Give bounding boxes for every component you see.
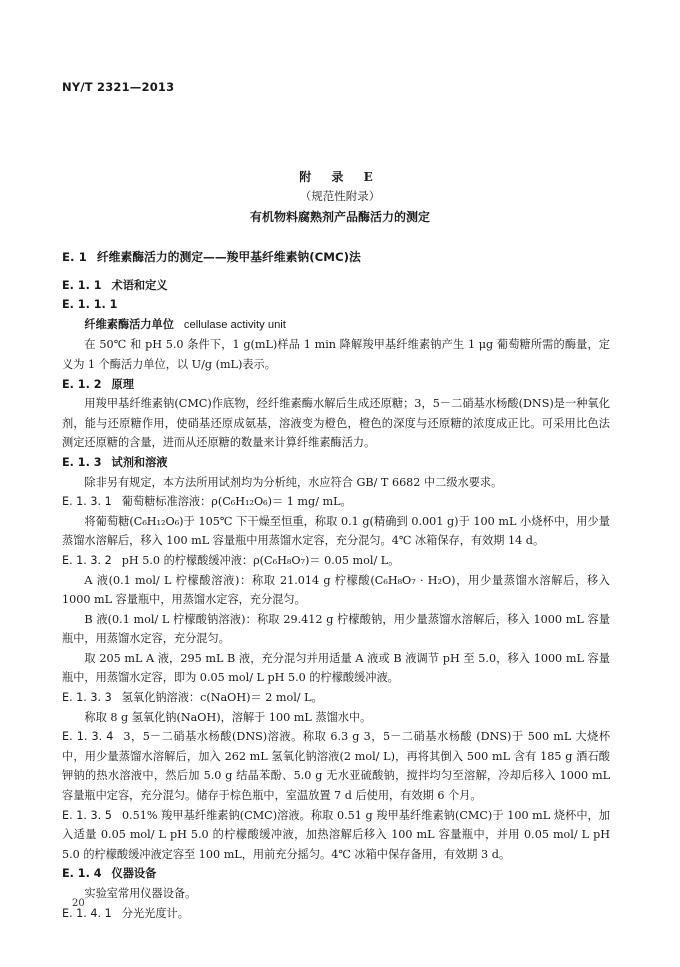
term-definition: 在 50℃ 和 pH 5.0 条件下，1 g(mL)样品 1 min 降解羧甲基纤维素钠产生 1 μg 葡萄糖所需的酶量，定义为 1 个酶活力单位，以 U/g (mL)表示。 xyxy=(62,338,610,371)
item-number: E. 1. 3. 2 xyxy=(62,553,112,567)
equipment-paragraph: 实验室常用仪器设备。 xyxy=(84,887,197,900)
item-number: E. 1. 3. 5 xyxy=(62,808,112,822)
buffer-mix-paragraph: 取 205 mL A 液，295 mL B 液，充分混匀并用适量 A 液或 B 液调节 pH 至 5.0，移入 1000 mL 容量瓶中，用蒸馏水定容，即为 0.05 mol/ L pH 5.0 的柠檬酸缓冲液。 xyxy=(62,651,610,685)
section-e11-heading xyxy=(62,276,610,296)
section-number: E. 1. 2 xyxy=(62,377,102,391)
item-paragraph: 将葡萄糖(C₆H₁₂O₆)于 105℃ 下干燥至恒重，称取 0.1 g(精确到 0.001 g)于 100 mL 小烧杯中，用少量蒸馏水溶解后，移入 100 mL 容量瓶中用蒸馏水定容，充分混匀。4℃ 冰箱保存，有效期 14 d。 xyxy=(62,514,610,548)
section-title: 试剂和溶液 xyxy=(111,455,168,469)
item-e132 xyxy=(62,551,610,571)
item-heading: 葡萄糖标准溶液：ρ(C₆H₁₂O₆)＝ 1 mg/ mL。 xyxy=(121,495,352,509)
section-number: E. 1. 1 xyxy=(62,278,102,292)
section-title: 纤维素酶活力的测定——羧甲基纤维素钠(CMC)法 xyxy=(96,250,361,264)
term-chinese: 纤维素酶活力单位 xyxy=(84,316,174,331)
term-entry xyxy=(62,315,610,336)
item-e133 xyxy=(62,688,610,708)
page-number: 20 xyxy=(72,898,85,909)
item-number: E. 1. 3. 3 xyxy=(62,691,112,705)
appendix-name: 有机物料腐熟剂产品酶活力的测定 xyxy=(249,210,430,224)
item-heading: 氢氧化钠溶液：c(NaOH)＝ 2 mol/ L。 xyxy=(121,691,323,705)
solution-b-paragraph: B 液(0.1 mol/ L 柠檬酸钠溶液)：称取 29.412 g 柠檬酸钠，用少量蒸馏水溶解后，移入 1000 mL 容量瓶中，用蒸馏水定容，充分混匀。 xyxy=(62,612,610,646)
appendix-nature: （规范性附录） xyxy=(299,189,381,203)
section-e111-heading xyxy=(62,295,610,315)
item-e134 xyxy=(62,727,610,805)
item-text: 0.51% 羧甲基纤维素钠(CMC)溶液。称取 0.51 g 羧甲基纤维素钠(CMC)于 100 mL 烧杯中，加入适量 0.05 mol/ L pH 5.0 的柠檬酸缓冲液，加热溶解后移入 100 mL 容量瓶中，并用 0.05 mol/ L pH 5.0 的柠檬酸缓冲液定容至 100 mL，用前充分摇匀。4℃ 冰箱中保存备用，有效期 3 d。 xyxy=(62,808,610,861)
section-e12-heading xyxy=(62,375,610,395)
item-e135 xyxy=(62,806,610,865)
section-e1-heading xyxy=(62,248,610,268)
section-title: 仪器设备 xyxy=(111,867,157,881)
section-number: E. 1. 4 xyxy=(62,867,102,881)
section-e14-heading xyxy=(62,864,610,884)
item-e131 xyxy=(62,492,610,512)
section-number: E. 1. 3 xyxy=(62,455,102,469)
item-heading: pH 5.0 的柠檬酸缓冲液：ρ(C₆H₈O₇)＝ 0.05 mol/ L。 xyxy=(121,553,400,567)
item-text: 分光光度计。 xyxy=(121,906,189,920)
principle-paragraph: 用羧甲基纤维素钠(CMC)作底物，经纤维素酶水解后生成还原糖；3，5－二硝基水杨酸(DNS)是一种氧化剂，能与还原糖作用，使硝基还原成氨基，溶液变为橙色，橙色的深度与还原糖的浓度成正比。可采用比色法测定还原糖的含量，进而从还原糖的数量来计算纤维素酶活力。 xyxy=(62,397,610,450)
section-e13-heading xyxy=(62,453,610,473)
section-number: E. 1 xyxy=(62,250,87,264)
section-number: E. 1. 1. 1 xyxy=(62,298,118,312)
solution-a-paragraph: A 液(0.1 mol/ L 柠檬酸溶液)：称取 21.014 g 柠檬酸(C₆H₈O₇ · H₂O)，用少量蒸馏水溶解后，移入 1000 mL 容量瓶中，用蒸馏水定容，充分混匀。 xyxy=(62,573,610,607)
document-body xyxy=(62,248,610,923)
section-title: 原理 xyxy=(111,377,134,391)
item-number: E. 1. 4. 1 xyxy=(62,906,112,920)
reagents-paragraph: 除非另有规定，本方法所用试剂均为分析纯，水应符合 GB/ T 6682 中二级水要求。 xyxy=(84,475,503,489)
item-number: E. 1. 3. 1 xyxy=(62,495,112,509)
term-english: cellulase activity unit xyxy=(183,318,286,331)
item-paragraph: 称取 8 g 氢氧化钠(NaOH)，溶解于 100 mL 蒸馏水中。 xyxy=(84,710,372,724)
item-text: 3，5－二硝基水杨酸(DNS)溶液。称取 6.3 g 3，5－二硝基水杨酸 (DNS)于 500 mL 大烧杯中，用少量蒸馏水溶解后，加入 262 mL 氢氧化钠溶液(2 mol/ L)，再将其倒入 500 mL 含有 185 g 酒石酸钾钠的热水溶液中，然后加 5.0 g 结晶苯酚、5.0 g 无水亚硫酸钠，搅拌均匀至溶解，冷却后移入 1000 mL 容量瓶中定容，充分混匀。储存于棕色瓶中，室温放置 7 d 后使用，有效期 6 个月。 xyxy=(62,730,611,803)
section-title: 术语和定义 xyxy=(111,278,168,292)
item-e141 xyxy=(62,904,610,924)
appendix-title: 附 录 E xyxy=(299,170,381,184)
standard-number: NY/T 2321—2013 xyxy=(62,80,175,94)
item-number: E. 1. 3. 4 xyxy=(62,730,114,744)
